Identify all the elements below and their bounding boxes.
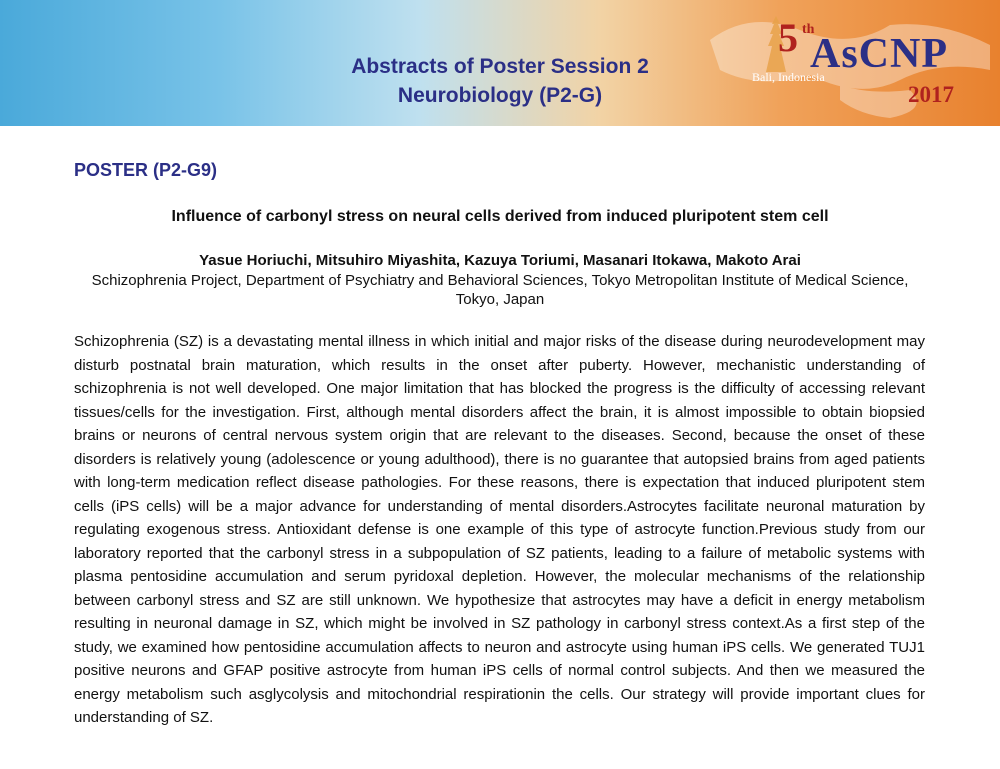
logo-superscript: th: [802, 22, 815, 37]
ascnp-logo: [752, 12, 982, 117]
logo-name: AsCNP: [810, 31, 948, 77]
logo-location: Bali, Indonesia: [752, 70, 825, 84]
abstract-body: Schizophrenia (SZ) is a devastating mental illness in which initial and major risks of the disease during neurodevelopment may disturb postnatal brain maturation, which results in the onset after puberty. However, mechanistic understanding of schizophrenia is not well developed. One major limitation that has blocked the progress is the difficulty of accessing relevant tissues/cells for the investigation. First, although mental disorders affect the brain, it is almost impossible to obtain biopsied brains or neurons of central nervous system origin that are relevant to the diseases. Second, because the onset of these disorders is relatively young (adolescence or young adulthood), there is no guarantee that autopsied brains from aged patients with long-term medication reflect disease pathologies. For these reasons, there is expectation that induced pluripotent stem cells (iPS cells) will be a major advance for understanding of mental disorders.Astrocytes facilitate neuronal maturation by regulating exogenous stress. Antioxidant defense is one example of this type of astrocyte function.Previous study from our laboratory reported that the carbonyl stress in a subpopulation of SZ patients, leading to a failure of metabolic systems with plasma pentosidine accumulation and serum pyridoxal depletion. However, the molecular mechanisms of the relationship between carbonyl stress and SZ are still unknown. We hypothesize that astrocytes may have a deficit in energy metabolism resulting in neuronal damage in SZ, which might be involved in SZ pathology in carbonyl stress context.As a first step of the study, we examined how pentosidine accumulation affects to neuron and astrocyte using human iPS cells. We generated TUJ1 positive neurons and GFAP positive astrocyte from human iPS cells of normal control subjects. And then we measured the energy metabolism such asglycolysis and mitochondrial respirationin the cells. Our strategy will provide important clues for understanding of SZ.: [74, 333, 925, 726]
poster-authors: Yasue Horiuchi, Mitsuhiro Miyashita, Kazuya Toriumi, Masanari Itokawa, Makoto Arai: [199, 252, 801, 269]
session-title-line2: Neurobiology (P2-G): [397, 84, 603, 107]
session-title-line1: Abstracts of Poster Session 2: [351, 55, 649, 78]
poster-title: Influence of carbonyl stress on neural cells derived from induced pluripotent stem cell: [171, 208, 829, 225]
logo-year: 2017: [908, 82, 954, 107]
logo-number: 5: [778, 15, 798, 60]
poster-affiliation: Schizophrenia Project, Department of Psychiatry and Behavioral Sciences, Tokyo Metropolitan Institute of Medical Science, Tokyo, Japan: [91, 272, 909, 308]
header-banner: [0, 0, 1000, 126]
poster-id: POSTER (P2-G9): [74, 160, 218, 180]
